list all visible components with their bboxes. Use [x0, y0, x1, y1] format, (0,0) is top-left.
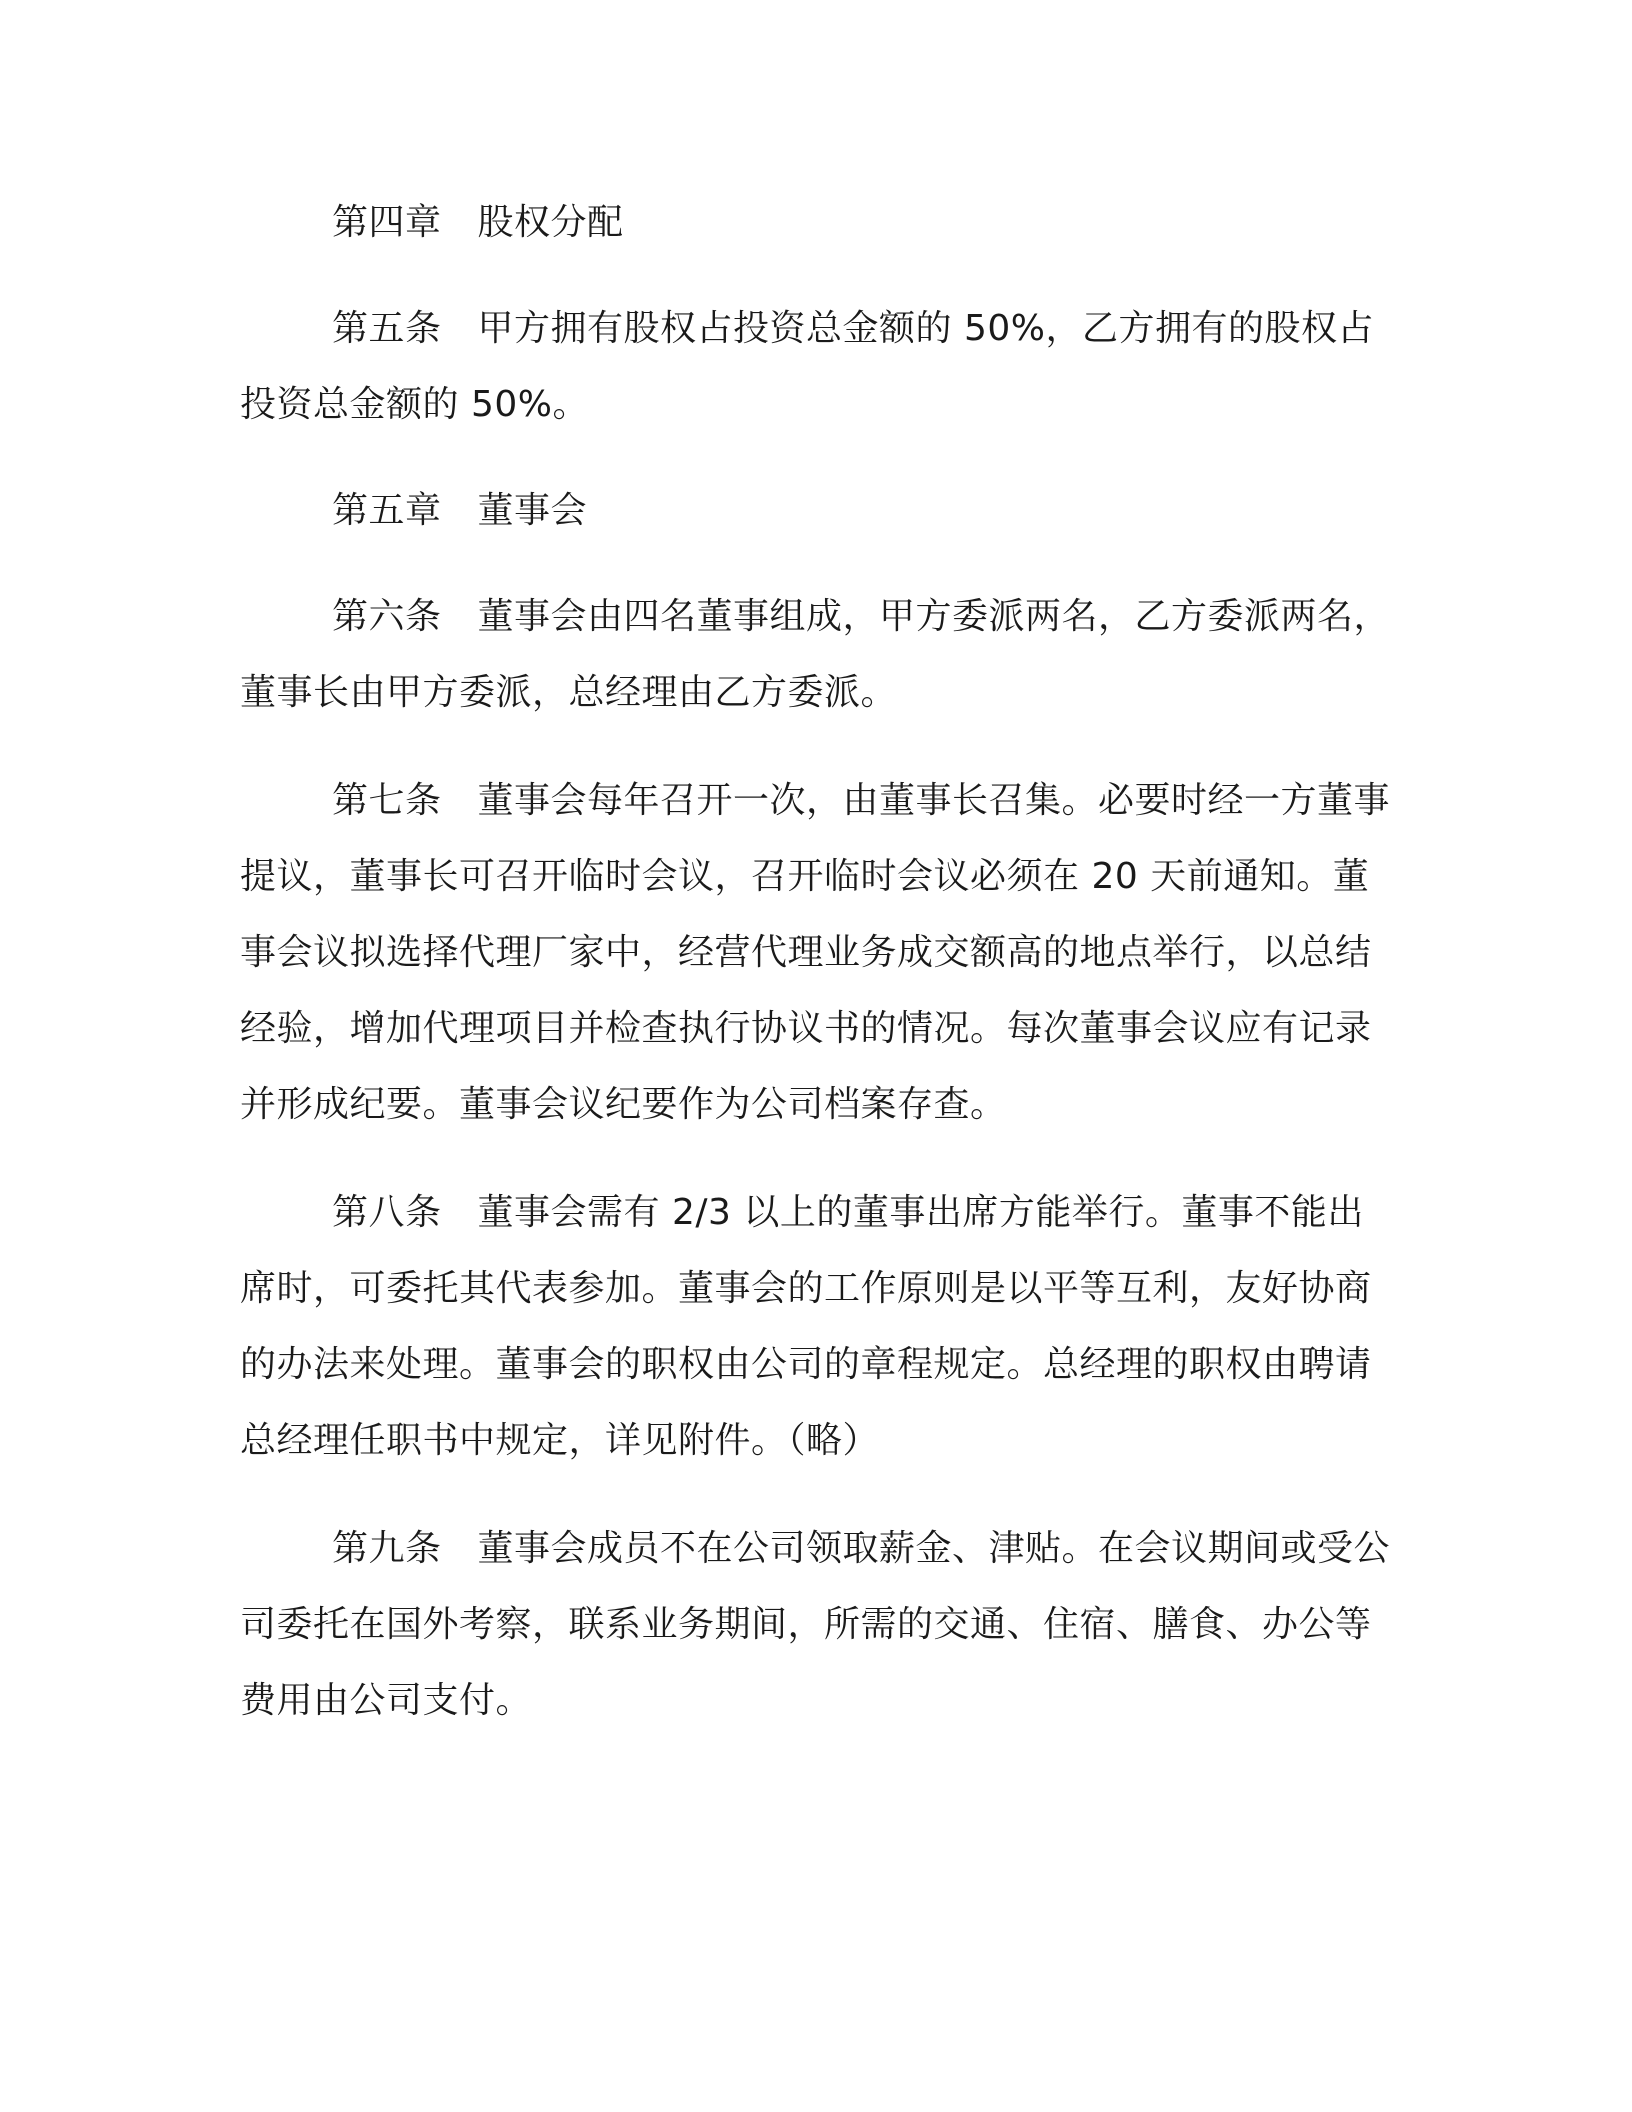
chapter-title: 股权分配: [477, 202, 624, 243]
document-page: [240, 185, 1400, 1739]
chapter-heading-5: [240, 473, 1400, 549]
article-text: 甲方拥有股权占投资总金额的 50%，乙方拥有的股权占投资总金额的 50%。: [240, 308, 1374, 425]
article-label: 第九条: [332, 1528, 442, 1569]
article-text: 董事会每年召开一次，由董事长召集。必要时经一方董事提议，董事长可召开临时会议，召开临时会议必须在 20 天前通知。董事会议拟选择代理厂家中，经营代理业务成交额高的地点举行，以总结经验，增加代理项目并检查执行协议书的情况。每次董事会议应有记录并形成纪要。董事会议纪要作为公司档案存查。: [240, 780, 1391, 1125]
article-label: 第六条: [332, 596, 442, 637]
article-label: 第八条: [332, 1192, 442, 1233]
article-text: 董事会由四名董事组成，甲方委派两名，乙方委派两名，董事长由甲方委派，总经理由乙方委派。: [240, 596, 1391, 713]
chapter-heading-4: [240, 185, 1400, 261]
article-text: 董事会成员不在公司领取薪金、津贴。在会议期间或受公司委托在国外考察，联系业务期间，所需的交通、住宿、膳食、办公等费用由公司支付。: [240, 1528, 1391, 1721]
article-label: 第七条: [332, 780, 442, 821]
article-9: [240, 1511, 1400, 1739]
article-5: [240, 291, 1400, 443]
chapter-label: 第五章: [332, 490, 442, 531]
article-6: [240, 579, 1400, 731]
article-7: [240, 763, 1400, 1143]
article-label: 第五条: [332, 308, 442, 349]
chapter-title: 董事会: [477, 490, 588, 531]
chapter-label: 第四章: [332, 202, 442, 243]
article-8: [240, 1175, 1400, 1479]
article-text: 董事会需有 2/3 以上的董事出席方能举行。董事不能出席时，可委托其代表参加。董事会的工作原则是以平等互利，友好协商的办法来处理。董事会的职权由公司的章程规定。总经理的职权由聘请总经理任职书中规定，详见附件。（略）: [240, 1192, 1372, 1461]
